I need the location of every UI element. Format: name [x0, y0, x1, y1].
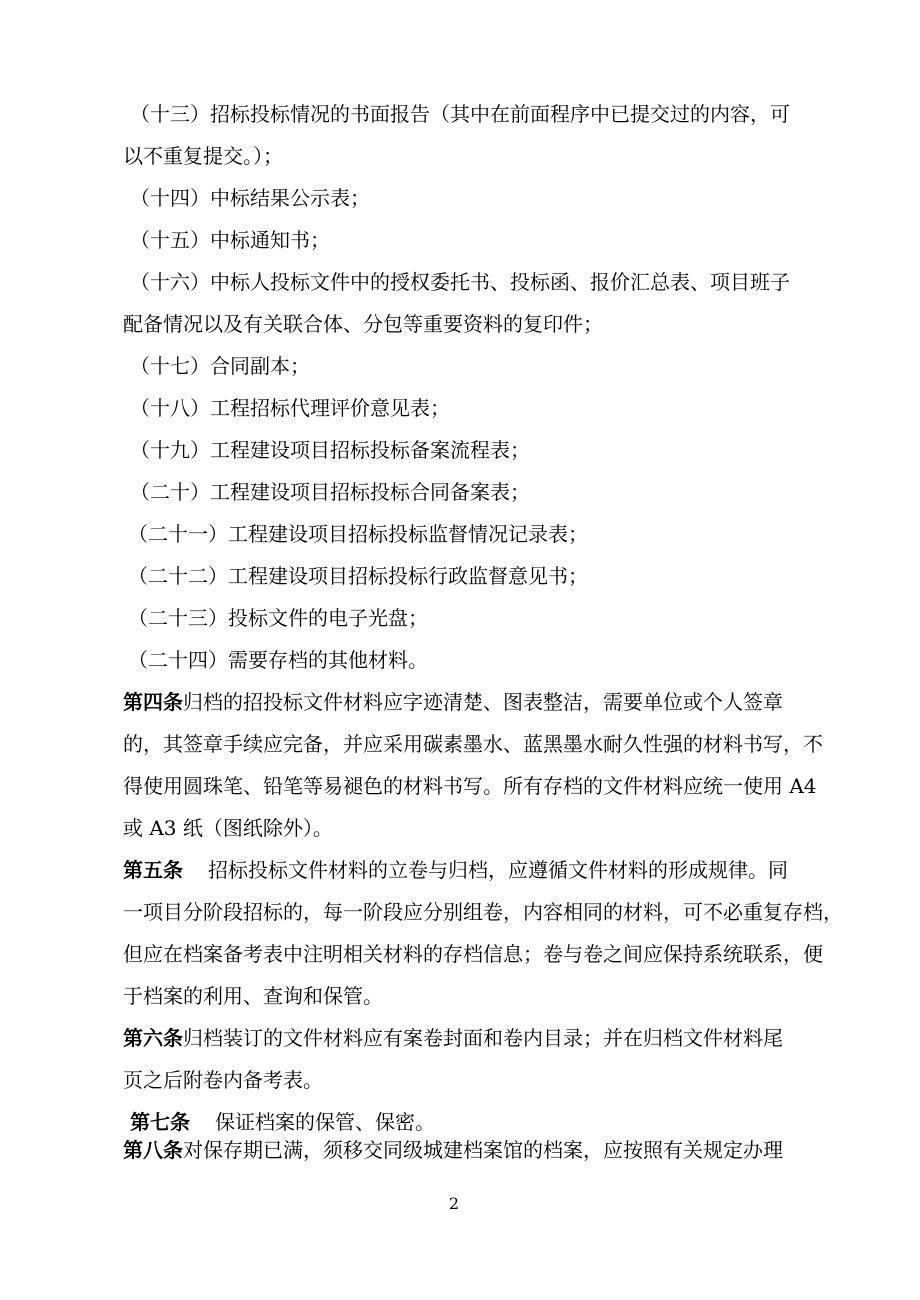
item-14: （十四）中标结果公示表； — [130, 186, 370, 210]
item-23: （二十三）投标文件的电子光盘； — [128, 606, 428, 630]
article-6-line-2: 页之后附卷内备考表。 — [123, 1068, 323, 1092]
article-5-label: 第五条 — [123, 858, 183, 882]
article-7-label: 第七条 — [130, 1110, 190, 1134]
article-4-text: 归档的招投标文件材料应字迹清楚、图表整洁，需要单位或个人签章 — [183, 690, 783, 714]
article-4-line-4: 或 A3 纸（图纸除外）。 — [123, 816, 333, 840]
item-15: （十五）中标通知书； — [130, 228, 330, 252]
article-7 — [130, 1108, 435, 1136]
item-17: （十七）合同副本； — [130, 354, 310, 378]
item-18: （十八）工程招标代理评价意见表； — [130, 396, 450, 420]
article-4-line-3: 得使用圆珠笔、铅笔等易褪色的材料书写。所有存档的文件材料应统一使用 A4 — [123, 774, 817, 798]
article-8-label: 第八条 — [123, 1138, 183, 1162]
article-5-line-2: 一项目分阶段招标的，每一阶段应分别组卷，内容相同的材料，可不必重复存档， — [123, 900, 843, 924]
item-24: （二十四）需要存档的其他材料。 — [128, 648, 428, 672]
item-16-line-2: 配备情况以及有关联合体、分包等重要资料的复印件； — [123, 312, 603, 336]
article-4-label: 第四条 — [123, 690, 183, 714]
article-5-line-4: 于档案的利用、查询和保管。 — [123, 984, 383, 1008]
article-6-text: 归档装订的文件材料应有案卷封面和卷内目录；并在归档文件材料尾 — [183, 1026, 783, 1050]
article-8-line-1 — [123, 1136, 783, 1164]
article-5-line-3: 但应在档案备考表中注明相关材料的存档信息；卷与卷之间应保持系统联系，便 — [123, 942, 823, 966]
page-number: 2 — [448, 1194, 460, 1213]
article-6-line-1 — [123, 1024, 783, 1052]
item-13-line-2: 以不重复提交。）； — [123, 144, 283, 168]
item-13-line-1: （十三）招标投标情况的书面报告（其中在前面程序中已提交过的内容，可 — [130, 102, 790, 126]
article-5-line-1 — [123, 856, 788, 884]
article-5-text: 招标投标文件材料的立卷与归档，应遵循文件材料的形成规律。同 — [208, 858, 788, 882]
item-20: （二十）工程建设项目招标投标合同备案表； — [130, 480, 530, 504]
item-21: （二十一）工程建设项目招标投标监督情况记录表； — [128, 522, 588, 546]
item-19: （十九）工程建设项目招标投标备案流程表； — [130, 438, 530, 462]
article-8-text: 对保存期已满，须移交同级城建档案馆的档案，应按照有关规定办理 — [183, 1138, 783, 1162]
item-16-line-1: （十六）中标人投标文件中的授权委托书、投标函、报价汇总表、项目班子 — [130, 270, 790, 294]
article-7-text: 保证档案的保管、保密。 — [215, 1110, 435, 1134]
article-4-line-1 — [123, 688, 783, 716]
item-22: （二十二）工程建设项目招标投标行政监督意见书； — [128, 564, 588, 588]
article-6-label: 第六条 — [123, 1026, 183, 1050]
article-4-line-2: 的，其签章手续应完备，并应采用碳素墨水、蓝黑墨水耐久性强的材料书写，不 — [123, 732, 823, 756]
